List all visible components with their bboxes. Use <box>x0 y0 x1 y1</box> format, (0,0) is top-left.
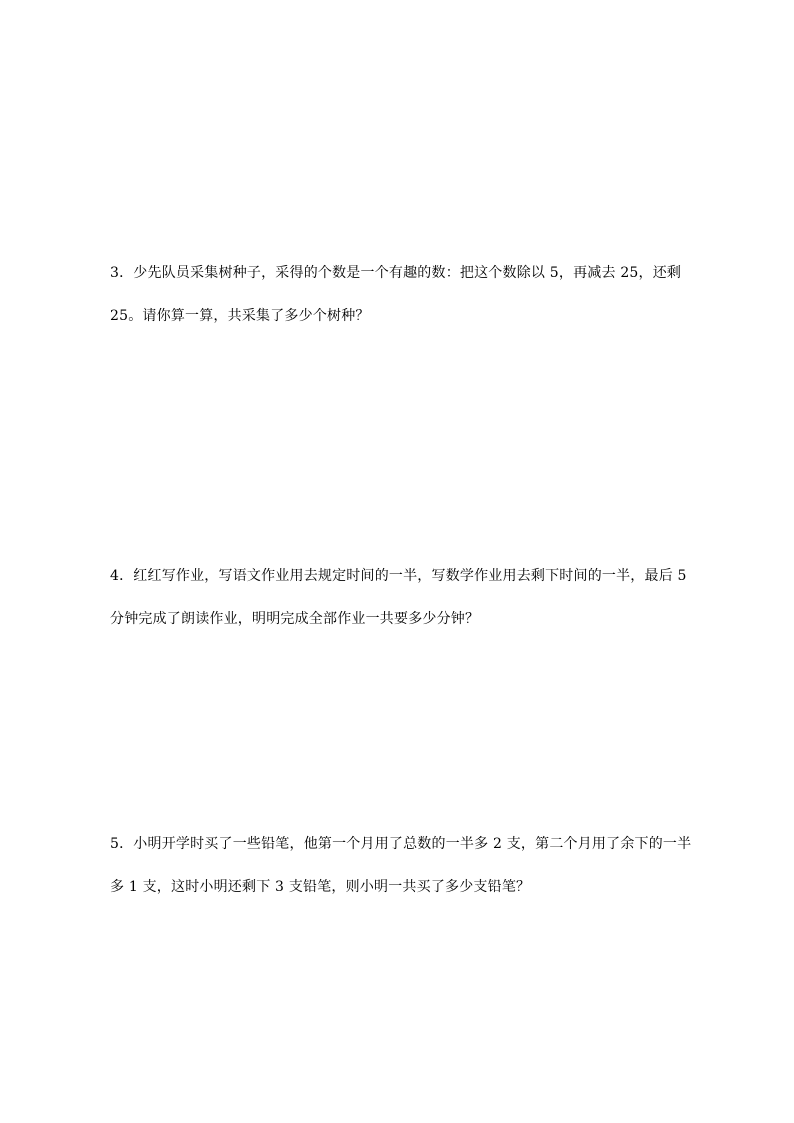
problem-5 <box>110 823 710 909</box>
problem-4-line-2: 分钟完成了朗读作业，明明完成全部作业一共要多少分钟？ <box>110 611 480 627</box>
problem-4-line-1: 4．红红写作业，写语文作业用去规定时间的一半，写数学作业用去剩下时间的一半，最后 5 <box>110 568 687 584</box>
problem-3-line-2: 25。请你算一算，共采集了多少个树种？ <box>110 308 370 324</box>
problem-3-line-1: 3．少先队员采集树种子，采得的个数是一个有趣的数：把这个数除以 5，再减去 25，还剩 <box>110 265 682 281</box>
problem-3 <box>110 252 710 338</box>
problem-5-line-2: 多 1 支，这时小明还剩下 3 支铅笔，则小明一共买了多少支铅笔？ <box>110 879 531 895</box>
problem-4 <box>110 555 710 641</box>
problem-5-line-1: 5．小明开学时买了一些铅笔，他第一个月用了总数的一半多 2 支，第二个月用了余下的一半 <box>110 836 692 852</box>
